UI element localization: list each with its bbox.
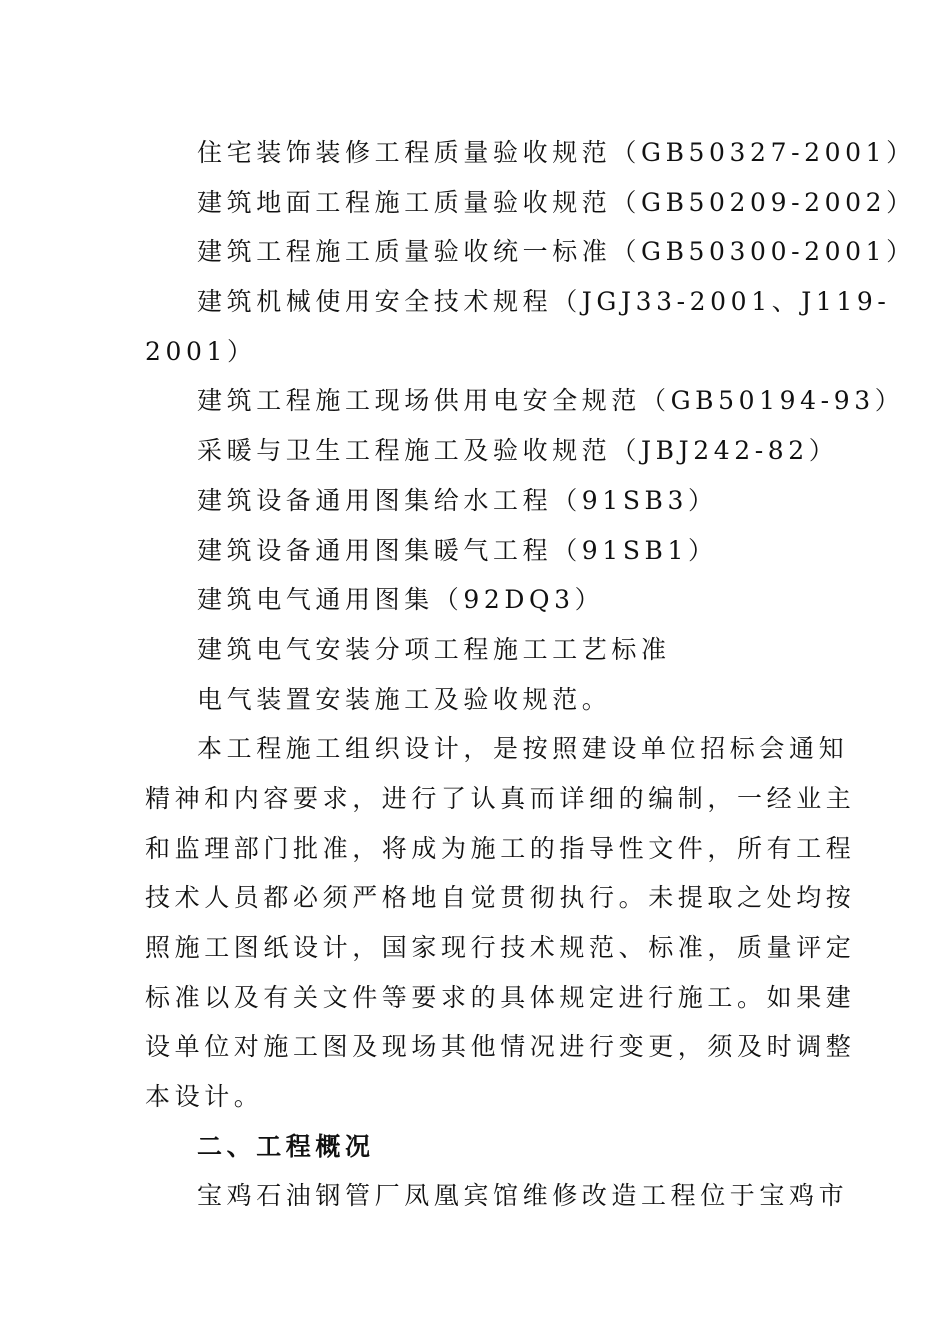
paragraph-line: 标准以及有关文件等要求的具体规定进行施工。如果建: [145, 982, 856, 1012]
standard-item: 建筑电气安装分项工程施工工艺标准: [197, 634, 671, 664]
paragraph-line: 本设计。: [145, 1082, 264, 1112]
standard-item: 建筑电气通用图集（92DQ3）: [197, 585, 605, 615]
document-body: [145, 128, 916, 1221]
standard-item: 建筑设备通用图集暖气工程（91SB1）: [197, 535, 718, 565]
paragraph-line: 和监理部门批准，将成为施工的指导性文件，所有工程: [145, 833, 856, 863]
standard-item: 采暖与卫生工程施工及验收规范（JBJ242-82）: [197, 436, 839, 466]
standard-item: 建筑工程施工质量验收统一标准（GB50300-2001）: [197, 237, 916, 267]
standard-item: 建筑设备通用图集给水工程（91SB3）: [197, 485, 718, 515]
section-first-line: 宝鸡石油钢管厂凤凰宾馆维修改造工程位于宝鸡市: [197, 1181, 849, 1211]
standard-item: 建筑机械使用安全技术规程（JGJ33-2001、J119-: [197, 287, 891, 317]
paragraph-line: 照施工图纸设计，国家现行技术规范、标准，质量评定: [145, 933, 856, 962]
standard-item: 住宅装饰装修工程质量验收规范（GB50327-2001）: [197, 138, 916, 167]
paragraph-line: 技术人员都必须严格地自觉贯彻执行。未提取之处均按: [145, 883, 856, 913]
paragraph-line: 设单位对施工图及现场其他情况进行变更，须及时调整: [145, 1032, 856, 1062]
paragraph-line: 精神和内容要求，进行了认真而详细的编制，一经业主: [145, 783, 856, 813]
section-heading: 二、工程概况: [197, 1131, 375, 1161]
standard-item: 电气装置安装施工及验收规范。: [197, 684, 612, 714]
standard-item: 建筑工程施工现场供用电安全规范（GB50194-93）: [197, 386, 905, 416]
paragraph-line: 本工程施工组织设计，是按照建设单位招标会通知: [197, 734, 849, 764]
standard-item: 建筑地面工程施工质量验收规范（GB50209-2002）: [197, 187, 916, 217]
standard-item-continuation: 2001）: [145, 336, 257, 366]
